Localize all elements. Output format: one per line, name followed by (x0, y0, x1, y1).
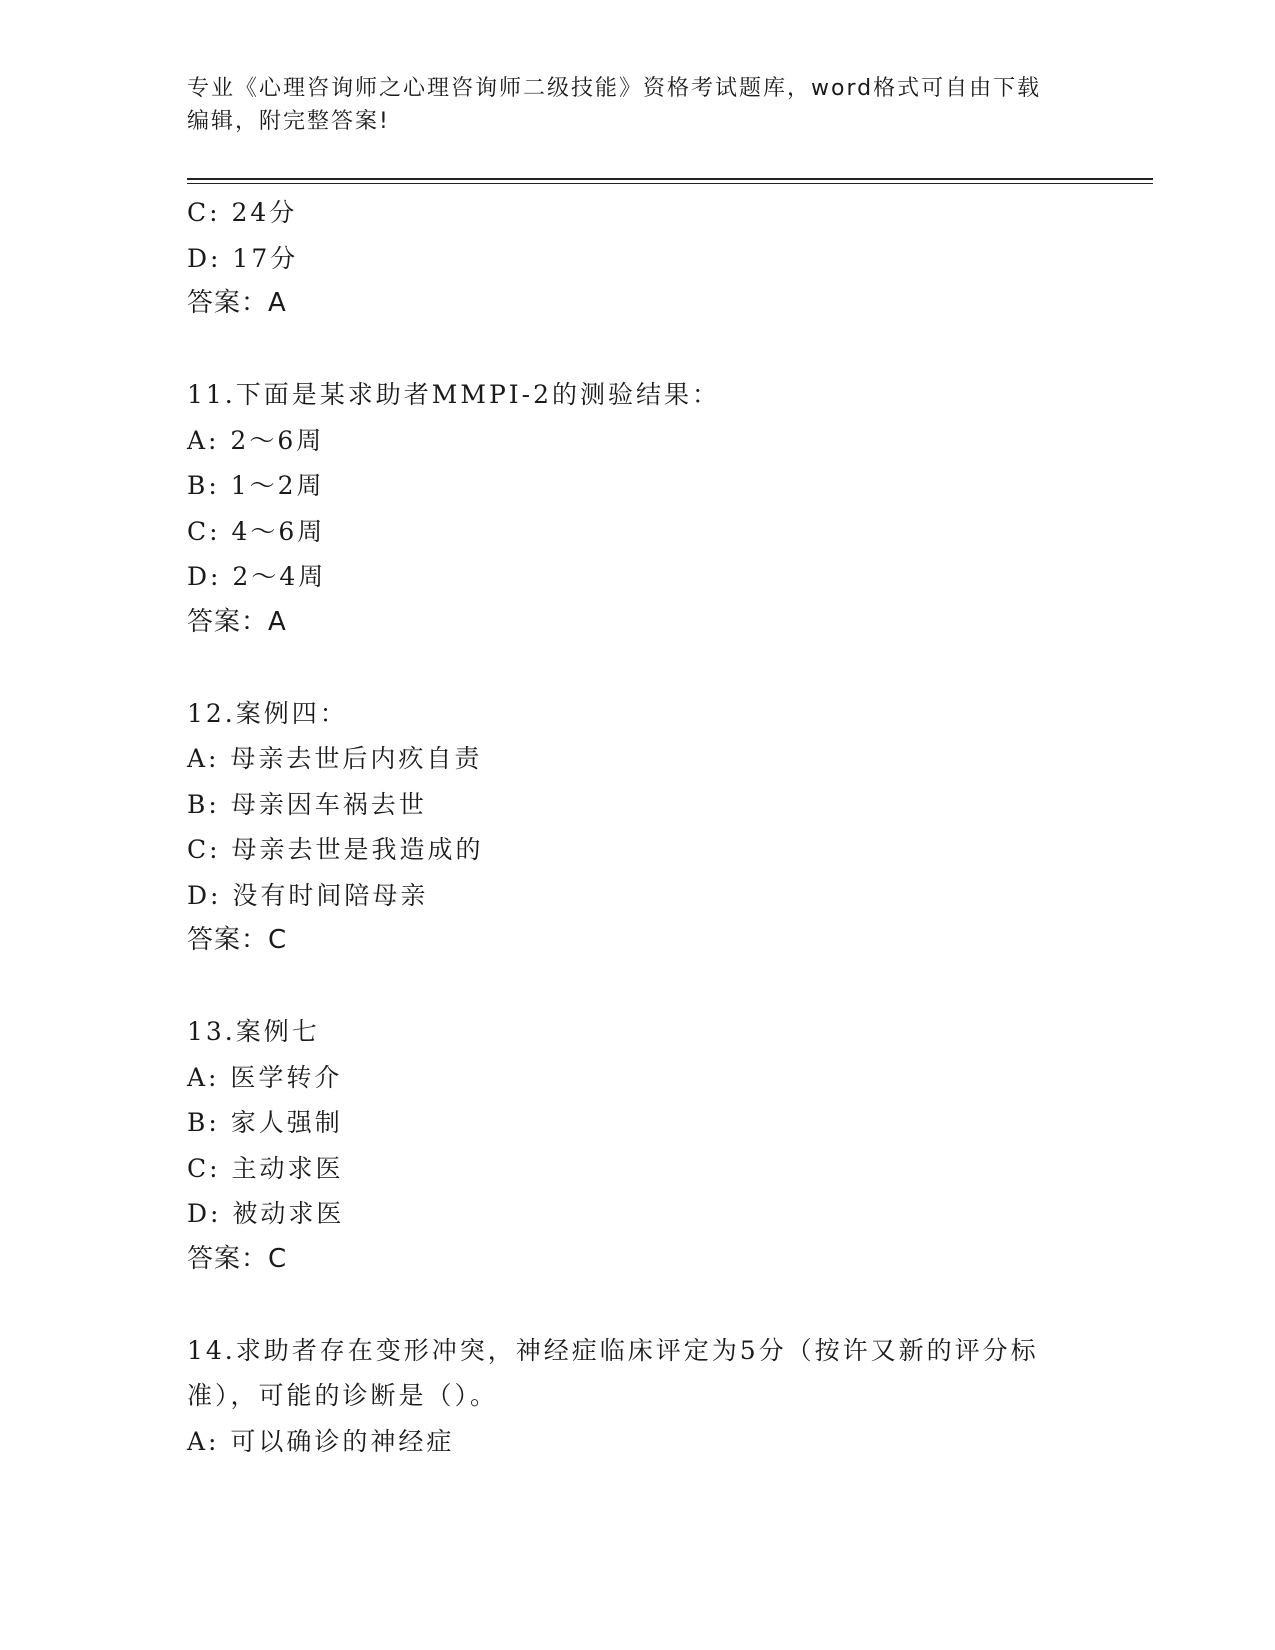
option-c: C: 母亲去世是我造成的 (187, 835, 484, 864)
question-text: 11.下面是某求助者MMPI-2的测验结果： (187, 380, 721, 409)
header-divider-thin (187, 183, 1153, 184)
option-c: C: 4～6周 (187, 516, 326, 546)
option-a: A: 2～6周 (187, 425, 325, 455)
option-b: B: 家人强制 (187, 1108, 343, 1137)
document-header (187, 72, 1087, 138)
option-c: C: 主动求医 (187, 1153, 344, 1183)
spacer (187, 327, 1087, 373)
question-text-line-2: 准），可能的诊断是（）。 (187, 1381, 499, 1410)
header-divider-thick (187, 178, 1153, 180)
answer: 答案：C (187, 1243, 288, 1274)
question-text: 12.案例四： (187, 698, 348, 728)
option-b: B: 1～2周 (187, 471, 325, 500)
spacer (187, 1282, 1087, 1328)
option-d: D: 17分 (187, 243, 299, 273)
question-text: 13.案例七 (187, 1017, 320, 1046)
question-block-13 (187, 1009, 1087, 1282)
question-block-10 (187, 190, 1087, 327)
header-line-1: 专业《心理咨询师之心理咨询师二级技能》资格考试题库，word格式可自由下载 (187, 76, 1042, 101)
question-text-line-1: 14.求助者存在变形冲突，神经症临床评定为5分（按许又新的评分标 (187, 1335, 1039, 1365)
question-block-12 (187, 691, 1087, 964)
option-b: B: 母亲因车祸去世 (187, 789, 427, 819)
header-line-2: 编辑，附完整答案! (187, 109, 390, 134)
question-block-14 (187, 1328, 1087, 1465)
option-d: D: 2～4周 (187, 562, 327, 591)
spacer (187, 964, 1087, 1010)
question-block-11 (187, 372, 1087, 645)
spacer (187, 645, 1087, 691)
option-a: A: 母亲去世后内疚自责 (187, 744, 483, 773)
option-d: D: 被动求医 (187, 1199, 345, 1228)
question-list (187, 190, 1087, 1464)
option-a: A: 医学转介 (187, 1062, 343, 1092)
option-a: A: 可以确诊的神经症 (187, 1426, 455, 1456)
answer: 答案：A (187, 606, 287, 637)
answer: 答案：C (187, 925, 288, 955)
option-d: D: 没有时间陪母亲 (187, 880, 429, 910)
answer: 答案：A (187, 288, 287, 318)
option-c: C: 24分 (187, 198, 298, 227)
